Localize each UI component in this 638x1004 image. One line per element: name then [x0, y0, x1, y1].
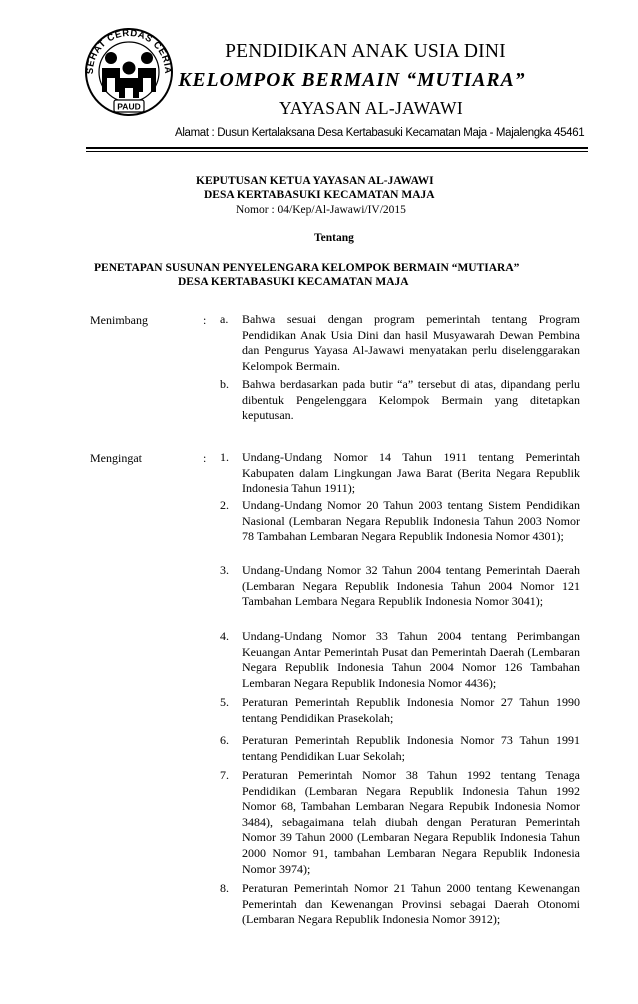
- list-item-number: 8.: [220, 881, 229, 895]
- decree-subject-line-1: PENETAPAN SUSUNAN PENYELENGARA KELOMPOK BERMAIN “MUTIARA”: [94, 262, 520, 274]
- list-item-text: Undang-Undang Nomor 14 Tahun 1911 tentang Pemerintah Kabupaten dalam Lingkungan Jawa Barat (Berita Negara Republik Indonesia Tahun 1911);: [242, 450, 580, 496]
- list-item-text: Peraturan Pemerintah Nomor 21 Tahun 2000 tentang Kewenangan Pemerintah dan Kewenangan Provinsi sebagai Daerah Otonomi (Lembaran Negara Republik Indonesia Nomor 3912);: [242, 881, 580, 927]
- list-item: [220, 881, 580, 928]
- list-item-number: 3.: [220, 563, 229, 577]
- letterhead-line-2: KELOMPOK BERMAIN “MUTIARA”: [178, 70, 526, 91]
- letterhead-line-3: YAYASAN AL-JAWAWI: [279, 98, 463, 118]
- list-item-text: Peraturan Pemerintah Republik Indonesia Nomor 73 Tahun 1991 tentang Pendidikan Luar Sekolah;: [242, 733, 580, 763]
- section-colon: :: [203, 313, 207, 327]
- list-item-text: Peraturan Pemerintah Nomor 38 Tahun 1992 tentang Tenaga Pendidikan (Lembaran Negara Republik Indonesia Tahun 1992 Nomor 68, Tambahan Lembaran Negara Repubik Indonesia Nomor 3484), sebagaimana telah diubah dengan Peraturan Pemerintah Nomor 39 Tahun 2000 (Lembaran Negara Republik Indonesia Tahun 2000 Nomor 91, tambahan Lembaran Negara Republik Indonesia Nomor 3974);: [242, 768, 580, 876]
- list-item: [220, 695, 580, 726]
- letterhead-rule-thick: [86, 147, 588, 149]
- decree-title-line-1: KEPUTUSAN KETUA YAYASAN AL-JAWAWI: [196, 175, 434, 187]
- list-item: [220, 733, 580, 764]
- list-item-number: 5.: [220, 695, 229, 709]
- list-item: [220, 450, 580, 497]
- list-item-text: Bahwa berdasarkan pada butir “a” tersebut di atas, dipandang perlu dibentuk Pengelenggara Kelompok Bermain yang ditetapkan keputusan.: [242, 377, 580, 423]
- list-item: [220, 768, 580, 877]
- list-item: [220, 312, 580, 374]
- list-item-number: 1.: [220, 450, 229, 464]
- list-item-text: Peraturan Pemerintah Republik Indonesia Nomor 27 Tahun 1990 tentang Pendidikan Prasekolah;: [242, 695, 580, 725]
- section-colon: :: [203, 451, 207, 465]
- letterhead-line-1: PENDIDIKAN ANAK USIA DINI: [225, 41, 506, 62]
- list-item-text: Undang-Undang Nomor 33 Tahun 2004 tentang Perimbangan Keuangan Antar Pemerintah Pusat dan Pemerintah Daerah (Lembaran Negara Republik Indonesia Tahun 2004 Nomor 126 Tambahan Lembaran Negara Republik Indonesia Nomor 4436);: [242, 629, 580, 690]
- list-item-text: Bahwa sesuai dengan program pemerintah tentang Program Pendidikan Anak Usia Dini dan hasil Musyawarah Dewan Pembina dan Pengurus Yayasa Al-Jawawi menyatakan perlu diselenggarakan Kelompok Bermain.: [242, 312, 580, 373]
- decree-about: Tentang: [314, 232, 354, 244]
- letterhead-address: Alamat : Dusun Kertalaksana Desa Kertabasuki Kecamatan Maja - Majalengka 45461: [175, 127, 585, 139]
- decree-title-line-2: DESA KERTABASUKI KECAMATAN MAJA: [204, 189, 435, 201]
- list-item: [220, 377, 580, 424]
- list-item-number: 2.: [220, 498, 229, 512]
- logo-ring-text: SEHAT CERDAS CERIA: [84, 27, 174, 75]
- list-item-number: 6.: [220, 733, 229, 747]
- list-item-number: 4.: [220, 629, 229, 643]
- list-item: [220, 498, 580, 545]
- section-label-mengingat: Mengingat: [90, 451, 142, 465]
- list-item: [220, 563, 580, 610]
- list-item-number: a.: [220, 312, 229, 326]
- list-item-number: b.: [220, 377, 229, 391]
- list-item-text: Undang-Undang Nomor 20 Tahun 2003 tentang Sistem Pendidikan Nasional (Lembaran Negara Republik Indonesia Tahun 2003 Nomor 78 Tambahan Lembaran Negara Republik Indonesia Nomor 4301);: [242, 498, 580, 544]
- logo-badge-text: PAUD: [117, 101, 141, 112]
- letterhead-rule-thin: [86, 151, 588, 152]
- list-item: [220, 629, 580, 691]
- list-item-text: Undang-Undang Nomor 32 Tahun 2004 tentang Pemerintah Daerah (Lembaran Negara Republik Indonesia Tahun 2004 Nomor 121 Tambahan Lembara Negara Republik Indonesia Nomor 3041);: [242, 563, 580, 609]
- decree-number: Nomor : 04/Kep/Al-Jawawi/IV/2015: [236, 204, 406, 216]
- section-label-menimbang: Menimbang: [90, 313, 148, 327]
- decree-subject-line-2: DESA KERTABASUKI KECAMATAN MAJA: [178, 276, 409, 288]
- list-item-number: 7.: [220, 768, 229, 782]
